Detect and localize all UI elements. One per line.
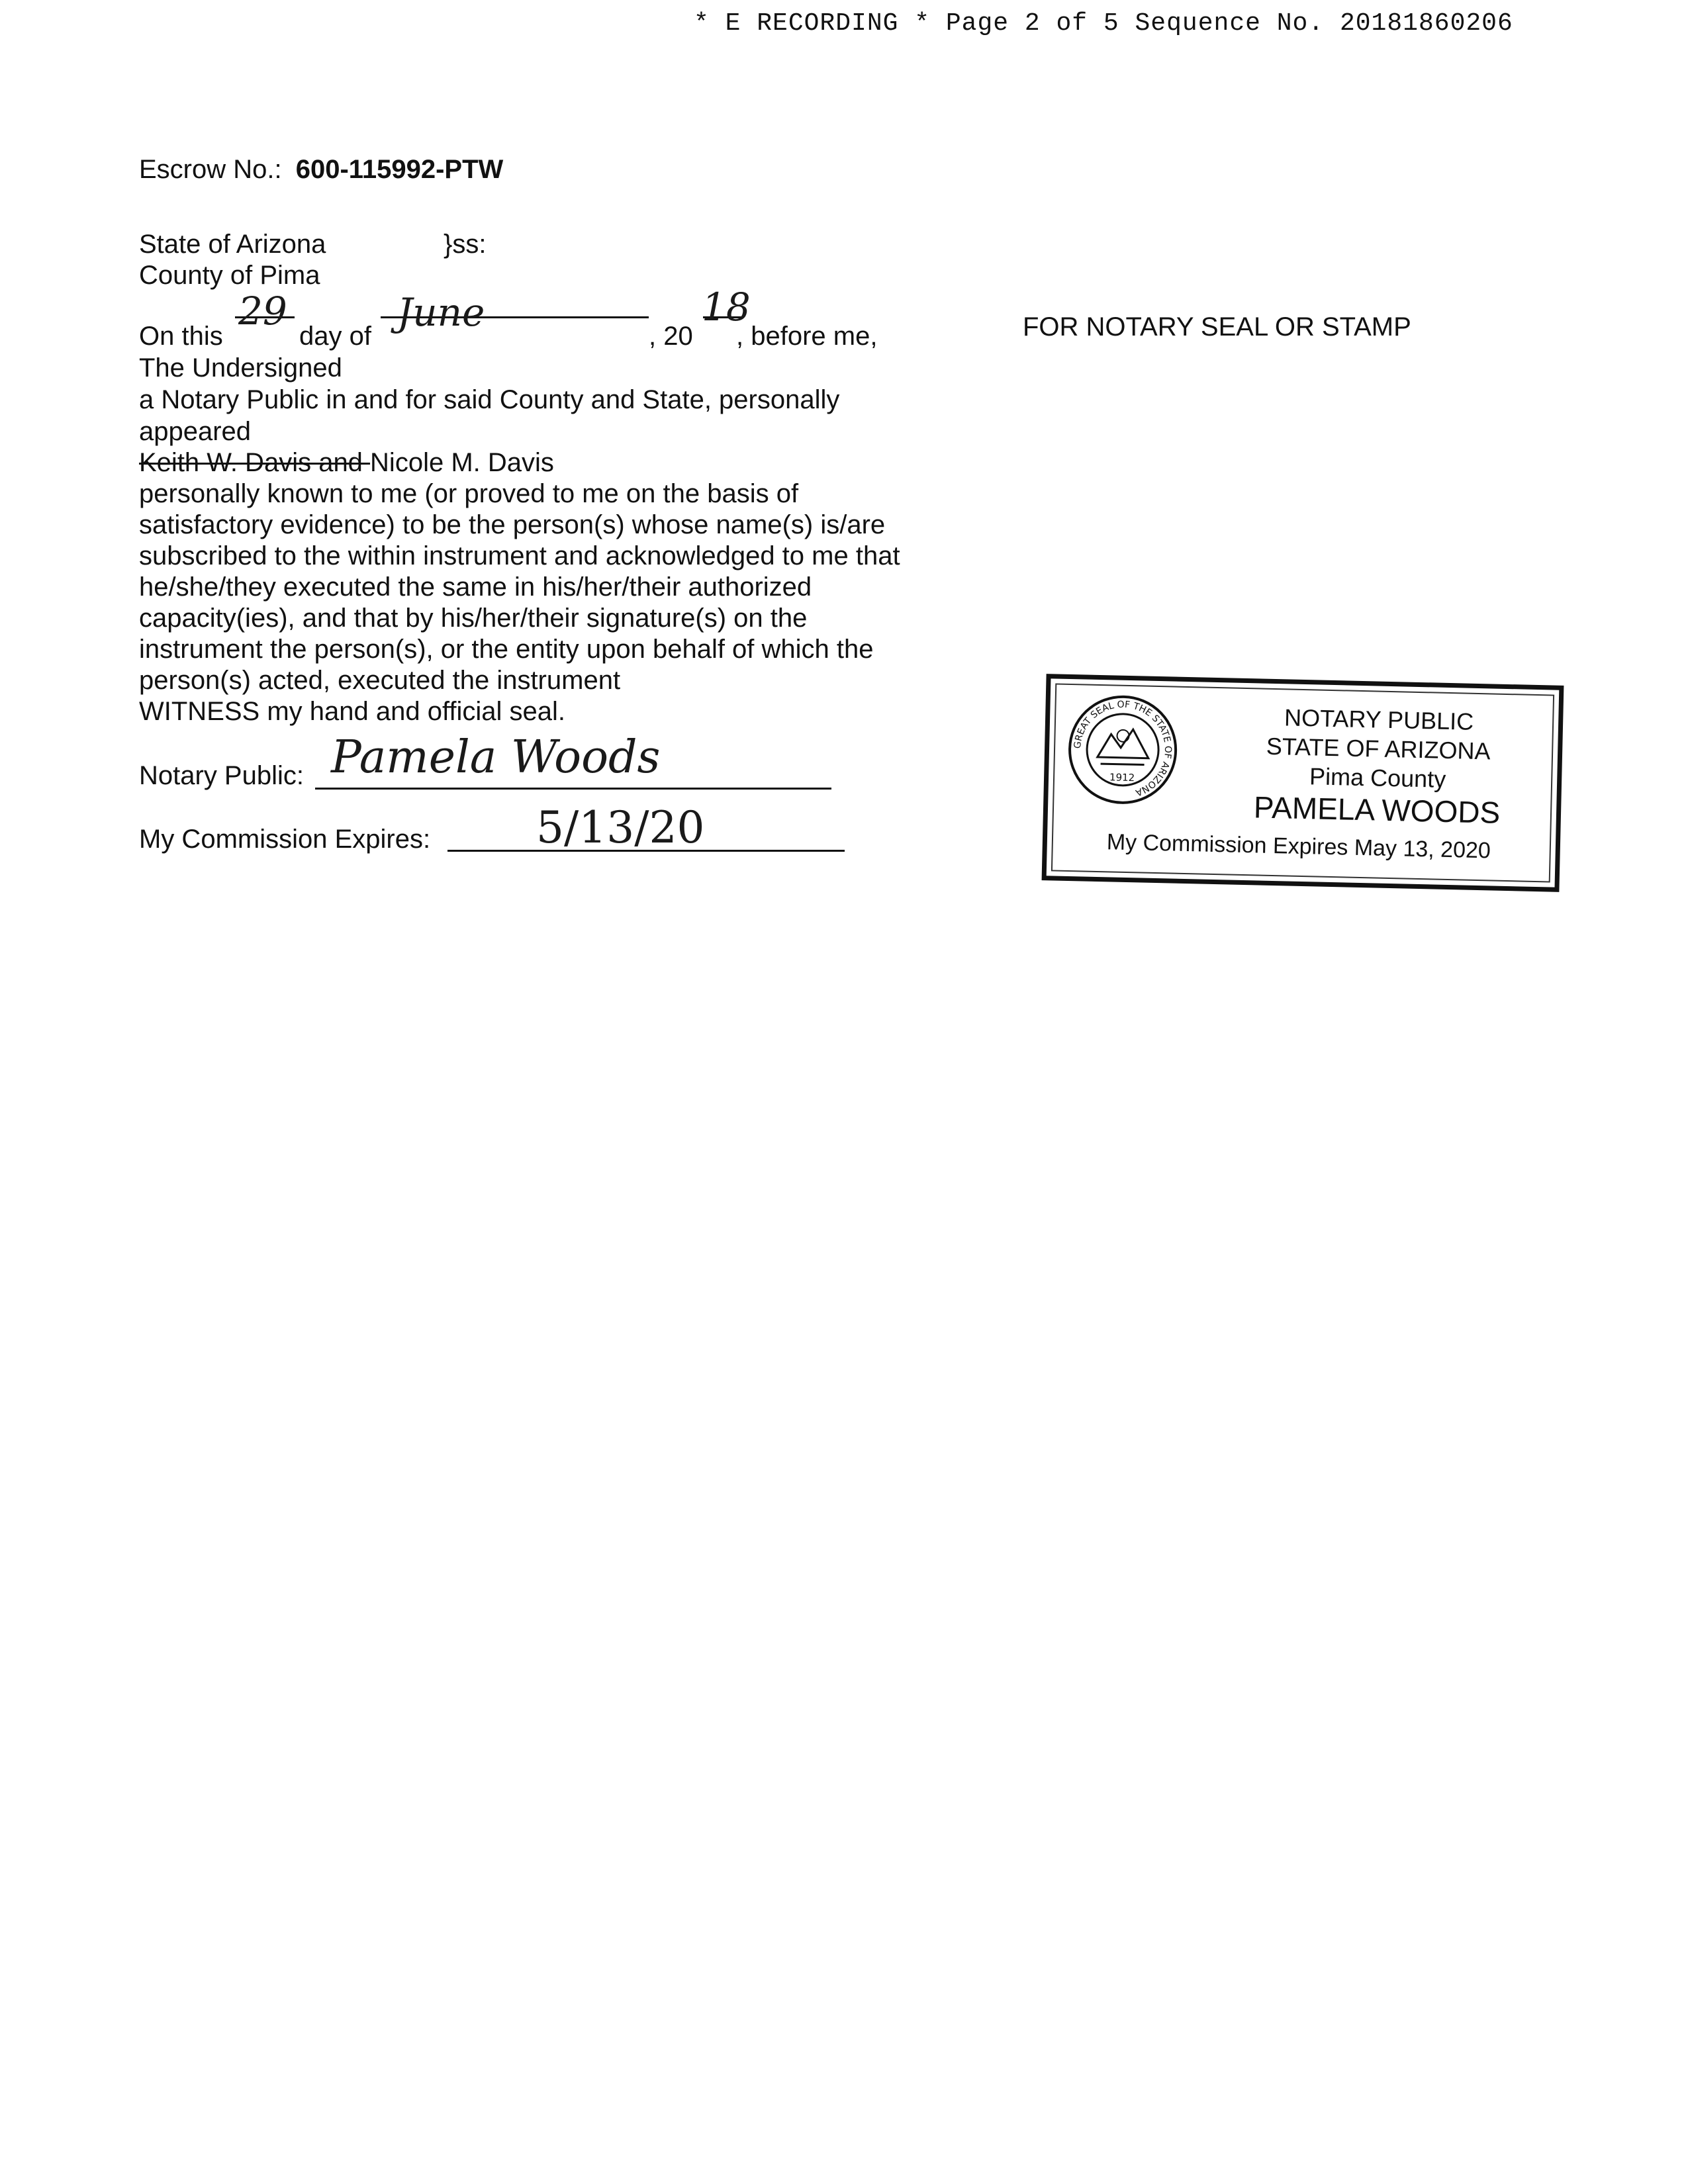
stamp-line-state: STATE OF ARIZONA	[1266, 732, 1491, 765]
seal-area-label: FOR NOTARY SEAL OR STAMP	[1023, 312, 1411, 341]
escrow-number: 600-115992-PTW	[295, 155, 504, 184]
on-this-label: On this	[139, 322, 223, 351]
body-line: satisfactory evidence) to be the person(s) whose name(s) is/are	[139, 510, 886, 539]
notary-public-label: Notary Public:	[139, 761, 304, 790]
body-line: capacity(ies), and that by his/her/their signature(s) on the	[139, 604, 808, 633]
struck-names: Keith W. Davis and	[139, 448, 371, 477]
commission-label: My Commission Expires:	[139, 825, 431, 854]
venue-county: County of Pima	[139, 261, 320, 290]
notary-stamp	[1042, 674, 1564, 892]
recording-header: * E RECORDING * Page 2 of 5 Sequence No. 20181860206	[694, 9, 1513, 38]
witness-line: WITNESS my hand and official seal.	[139, 697, 565, 726]
stamp-expires: My Commission Expires May 13, 2020	[1106, 829, 1491, 864]
year-handwritten: 18	[702, 285, 751, 330]
escrow-label: Escrow No.:	[139, 155, 282, 184]
officer-line: The Undersigned	[139, 353, 342, 383]
signature-underline	[315, 788, 831, 790]
stamp-line-county: Pima County	[1309, 762, 1446, 793]
signer-name: Nicole M. Davis	[370, 448, 554, 477]
body-line: he/she/they executed the same in his/her/their authorized	[139, 572, 812, 602]
seal-ring-text: GREAT SEAL OF THE STATE OF ARIZONA	[1072, 699, 1174, 798]
body-line: personally known to me (or proved to me on the basis of	[139, 479, 799, 508]
body-line: person(s) acted, executed the instrument	[139, 666, 621, 695]
seal-year: 1912	[1109, 771, 1135, 784]
venue-state: State of Arizona	[139, 230, 326, 259]
month-handwritten: June	[397, 290, 485, 335]
escrow-line	[139, 154, 503, 185]
before-me-label: , before me,	[736, 322, 878, 351]
body-line: instrument the person(s), or the entity upon behalf of which the	[139, 635, 874, 664]
day-handwritten: 29	[238, 289, 287, 334]
appeared-line: appeared	[139, 417, 252, 446]
day-of-label: day of	[299, 322, 371, 351]
year-prefix: , 20	[649, 322, 693, 351]
notary-signature: Pamela Woods	[331, 731, 661, 784]
venue-ss: }ss:	[444, 230, 487, 259]
commission-handwritten: 5/13/20	[536, 802, 705, 853]
signer-line	[139, 447, 554, 478]
stamp-line-notary: NOTARY PUBLIC	[1284, 704, 1474, 735]
body-line: subscribed to the within instrument and acknowledged to me that	[139, 541, 900, 570]
stamp-notary-name: PAMELA WOODS	[1253, 790, 1501, 830]
notary-line: a Notary Public in and for said County and State, personally	[139, 385, 840, 414]
arizona-seal	[1066, 694, 1179, 806]
